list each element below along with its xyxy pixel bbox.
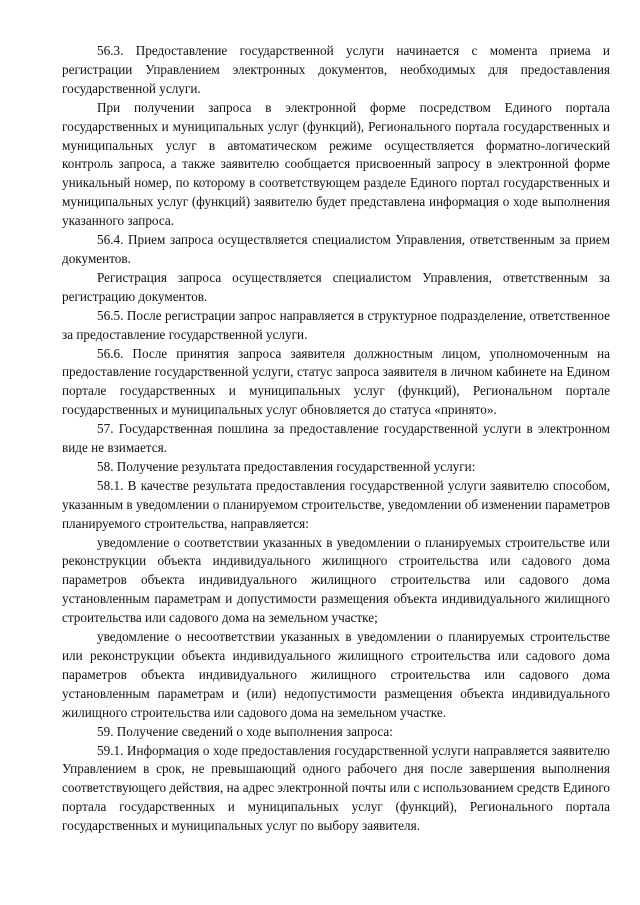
- paragraph-56-3: 56.3. Предоставление государственной услуги начинается с момента приема и регистрации Управлением электронных документов, необходимых для предоставления государственной услуги.: [62, 43, 610, 96]
- paragraph-56-4: 56.4. Прием запроса осуществляется специалистом Управления, ответственным за прием документов.: [62, 232, 610, 266]
- paragraph-electronic-request: При получении запроса в электронной форме посредством Единого портала государственных и муниципальных услуг (функций), Регионального портала государственных и муниципальных услуг в автоматическом режиме осуществляется форматно-логический контроль запроса, а также заявителю сообщается присвоенный запросу в электронной форме уникальный номер, по которому в соответствующем разделе Единого портал государственных и муниципальных услуг (функций) заявителю будет представлена информация о ходе выполнения указанного запроса.: [62, 99, 610, 229]
- document-page: [62, 42, 610, 836]
- paragraph-58-1: 58.1. В качестве результата предоставления государственной услуги заявителю способом, указанным в уведомлении о планируемом строительстве, уведомлении об изменении параметров планируемого строительства, направляется:: [62, 477, 610, 531]
- paragraph-59: 59. Получение сведений о ходе выполнения запроса:: [97, 723, 393, 739]
- paragraph-noncompliance-notice: уведомление о несоответствии указанных в уведомлении о планируемых строительстве или реконструкции объекта индивидуального жилищного строительства или садового дома параметров объекта индивидуального жилищного строительства или садового дома установленным параметрам и (или) недопустимости размещения объекта индивидуального жилищного строительства или садового дома на земельном участке.: [62, 629, 610, 720]
- paragraph-58: 58. Получение результата предоставления государственной услуги:: [97, 458, 476, 474]
- paragraph-compliance-notice: уведомление о соответствии указанных в уведомлении о планируемых строительстве или реконструкции объекта индивидуального жилищного строительства или садового дома параметров объекта индивидуального жилищного строительства или садового дома установленным параметрам и допустимости размещения объекта индивидуального жилищного строительства или садового дома на земельном участке;: [62, 534, 610, 626]
- paragraph-registration: Регистрация запроса осуществляется специалистом Управления, ответственным за регистрацию документов.: [62, 269, 610, 304]
- paragraph-56-6: 56.6. После принятия запроса заявителя должностным лицом, уполномоченным на предоставление государственной услуги, статус запроса заявителя в личном кабинете на Едином портале государственных и муниципальных услуг (функций), Региональном портале государственных и муниципальных услуг обновляется до статуса «принято».: [62, 345, 610, 418]
- paragraph-56-5: 56.5. После регистрации запрос направляется в структурное подразделение, ответственное за предоставление государственной услуги.: [62, 307, 610, 342]
- paragraph-57: 57. Государственная пошлина за предоставление государственной услуги в электронном виде не взимается.: [62, 421, 610, 456]
- paragraph-59-1: 59.1. Информация о ходе предоставления государственной услуги направляется заявителю Управлением в срок, не превышающий одного рабочего дня после завершения выполнения соответствующего действия, на адрес электронной почты или с использованием средств Единого портала государственных и муниципальных услуг (функций), Регионального портала государственных и муниципальных услуг по выбору заявителя.: [62, 742, 610, 834]
